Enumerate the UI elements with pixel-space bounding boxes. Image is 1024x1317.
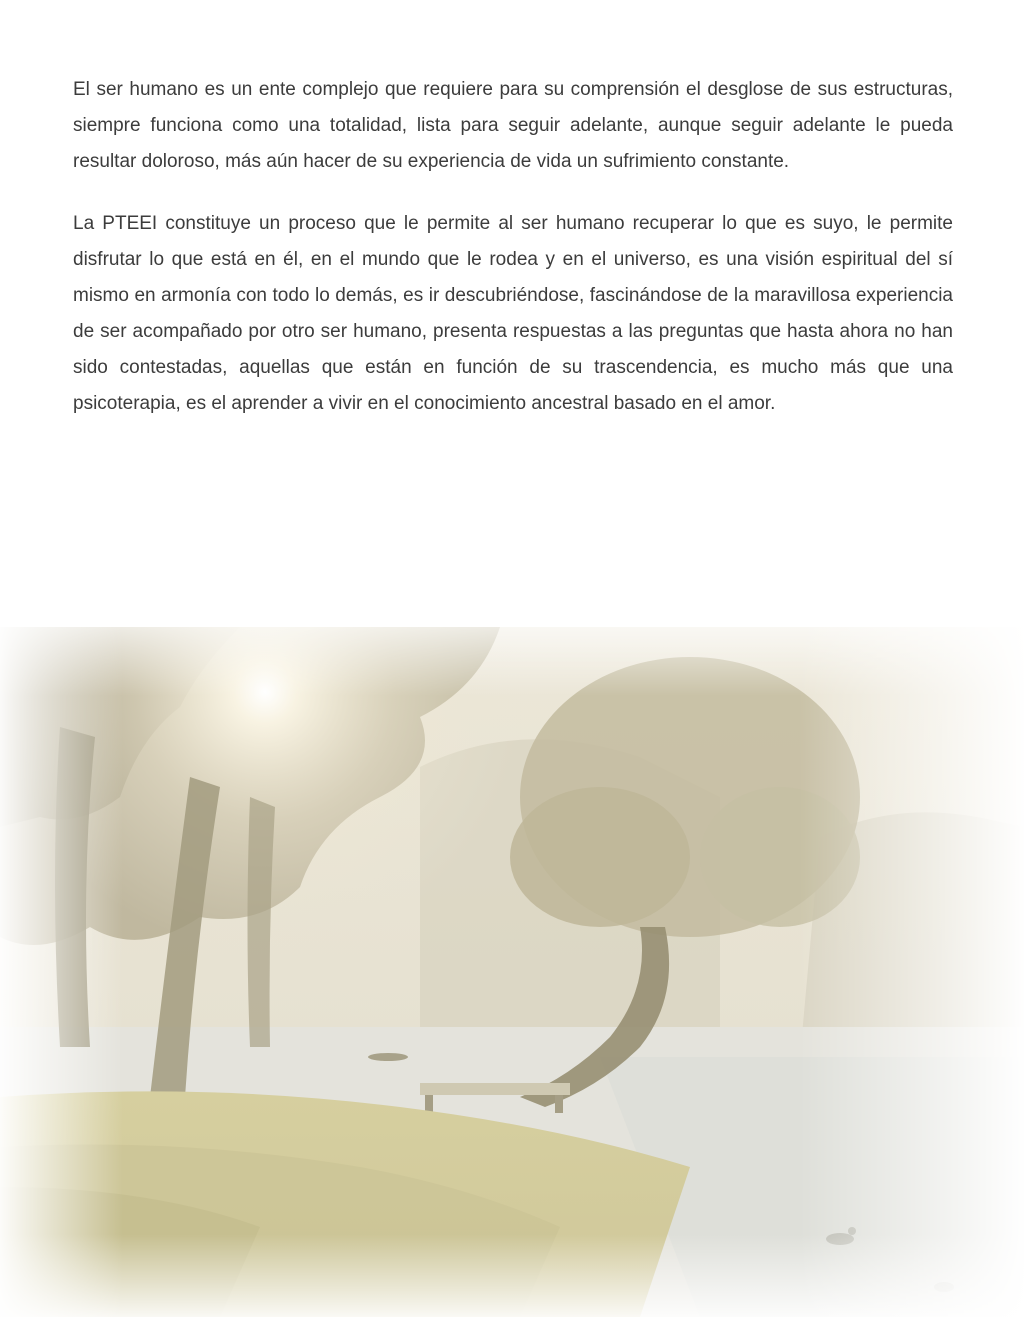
body-text [73, 72, 953, 448]
landscape-background-image [0, 627, 1024, 1317]
paragraph-1: El ser humano es un ente complejo que requiere para su comprensión el desglose de sus estructuras, siempre funciona como una totalidad, lista para seguir adelante, aunque seguir adelante le pueda resultar doloroso, más aún hacer de su experiencia de vida un sufrimiento constante. [73, 79, 953, 172]
paragraph-2: La PTEEI constituye un proceso que le permite al ser humano recuperar lo que es suyo, le permite disfrutar lo que está en él, en el mundo que le rodea y en el universo, es una visión espiritual del sí mismo en armonía con todo lo demás, es ir descubriéndose, fascinándose de la maravillosa experiencia de ser acompañado por otro ser humano, presenta respuestas a las preguntas que hasta ahora no han sido contestadas, aquellas que están en función de su trascendencia, es mucho más que una psicoterapia, es el aprender a vivir en el conocimiento ancestral basado en el amor. [73, 213, 953, 414]
